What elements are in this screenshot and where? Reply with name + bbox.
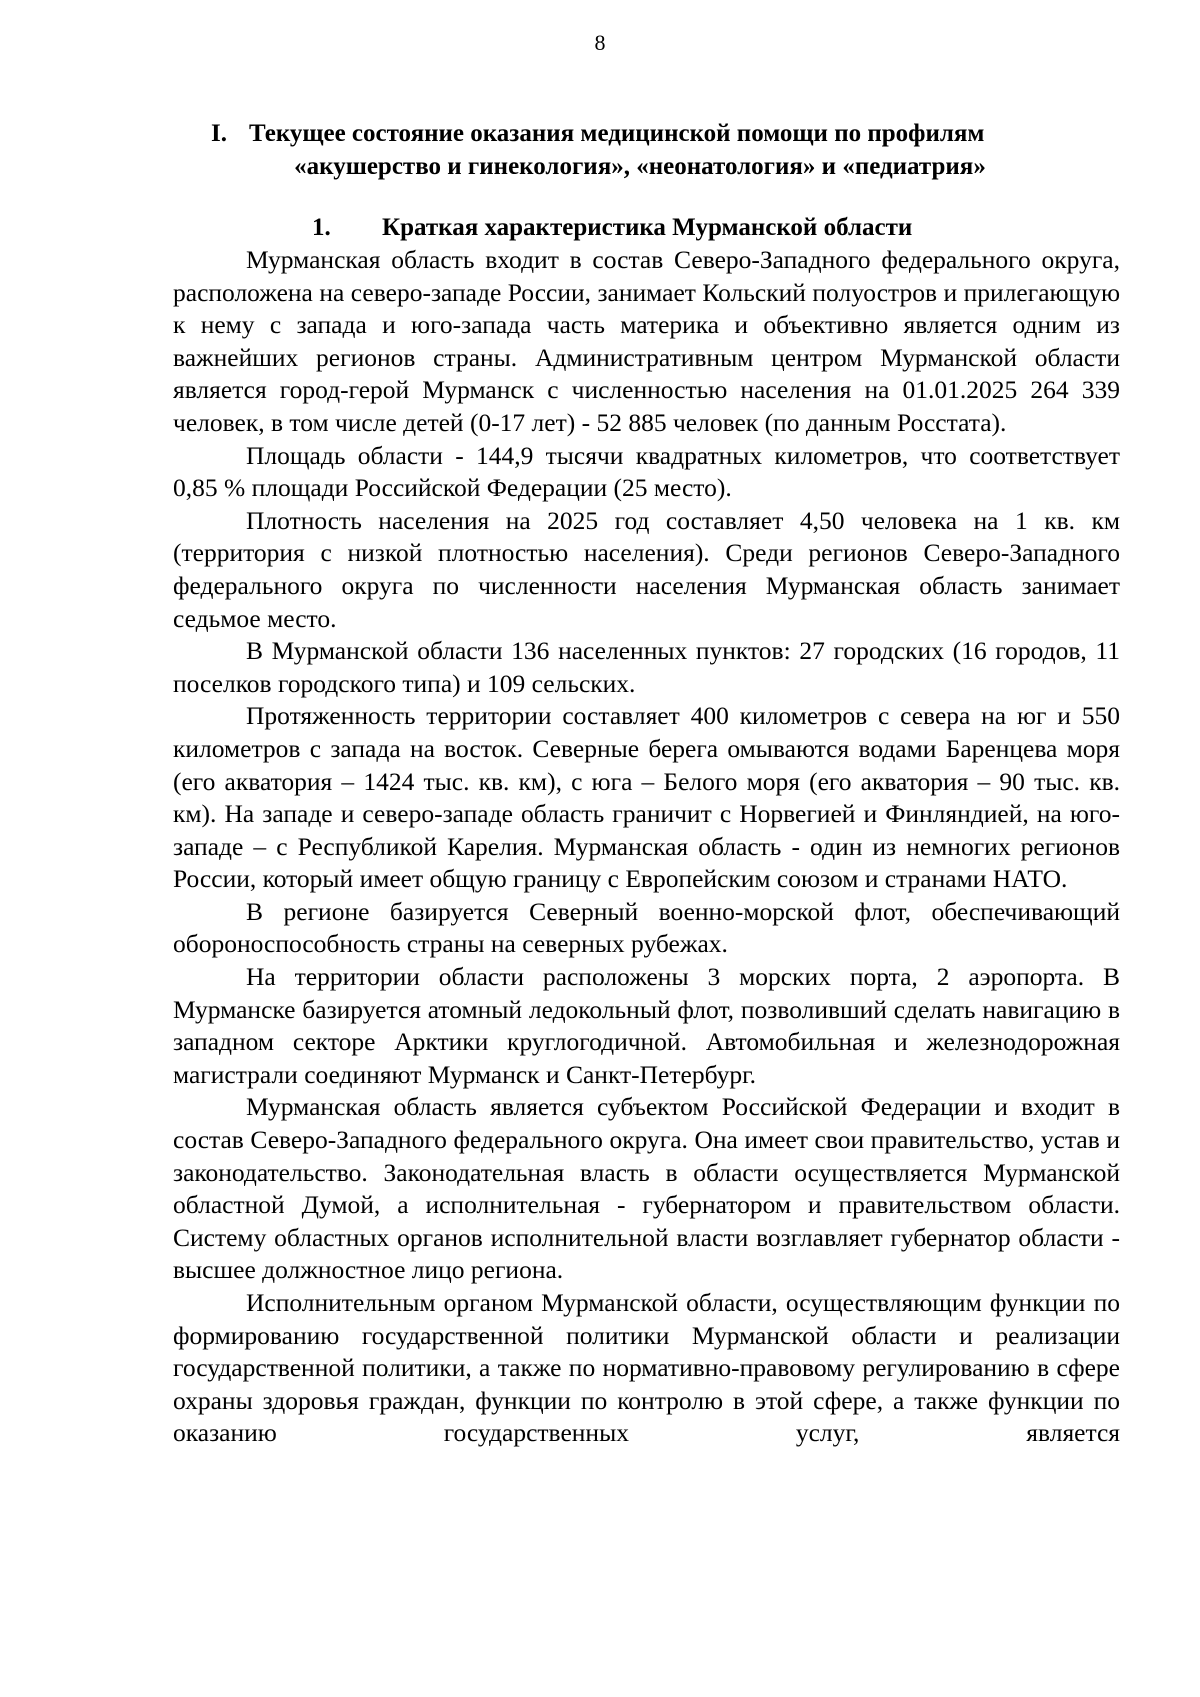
paragraph: Плотность населения на 2025 год составляет 4,50 человека на 1 кв. км (территория с низкой плотностью населения). Среди регионов Северо-Западного федерального округа по численности населения Мурманская область занимает седьмое место. <box>173 505 1120 633</box>
section-number: I. <box>211 120 227 147</box>
paragraph: На территории области расположены 3 морских порта, 2 аэропорта. В Мурманске базируется атомный ледокольный флот, позволивший сделать навигацию в западном секторе Арктики круглогодичной. Автомобильная и железнодорожная магистрали соединяют Мурманск и Санкт-Петербург. <box>173 962 1120 1089</box>
paragraph: В Мурманской области 136 населенных пунктов: 27 городских (16 городов, 11 поселков городского типа) и 109 сельских. <box>173 636 1120 698</box>
page-number: 8 <box>594 30 606 55</box>
subsection-heading <box>180 211 1120 244</box>
subsection-number: 1. <box>312 214 331 241</box>
body-text <box>173 244 1120 1450</box>
paragraph: Протяженность территории составляет 400 километров с севера на юг и 550 километров с запада на восток. Северные берега омываются водами Баренцева моря (его акватория – 1424 тыс. кв. км), с юга – Белого моря (его акватория – 90 тыс. кв. км). На западе и северо-западе область граничит с Норвегией и Финляндией, на юго-западе – с Республикой Карелия. Мурманская область - один из немногих регионов России, который имеет общую границу с Европейским союзом и странами НАТО. <box>173 701 1120 894</box>
paragraph: Площадь области - 144,9 тысячи квадратных километров, что соответствует 0,85 % площади Российской Федерации (25 место). <box>173 440 1120 503</box>
paragraph: Мурманская область является субъектом Российской Федерации и входит в состав Северо-Западного федерального округа. Она имеет свои правительство, устав и законодательство. Законодательная власть в области осуществляется Мурманской областной Думой, а исполнительная - губернатором и правительством области. Систему областных органов исполнительной власти возглавляет губернатор области - высшее должностное лицо региона. <box>173 1092 1120 1285</box>
subsection-title: Краткая характеристика Мурманской области <box>382 214 913 241</box>
paragraph: Исполнительным органом Мурманской области, осуществляющим функции по формированию государственной политики Мурманской области и реализации государственной политики, а также по нормативно-правовому регулированию в сфере охраны здоровья граждан, функции по контролю в этой сфере, а также функции по оказанию государственных услуг, является <box>173 1288 1120 1448</box>
section-title-line-1: Текущее состояние оказания медицинской помощи по профилям <box>249 120 985 147</box>
paragraph: В регионе базируется Северный военно-морской флот, обеспечивающий обороноспособность страны на северных рубежах. <box>173 896 1120 959</box>
section-title-line-2: «акушерство и гинекология», «неонатология» и «педиатрия» <box>294 153 986 180</box>
section-heading-line-1 <box>180 117 1120 150</box>
section-heading <box>180 117 1120 183</box>
paragraph: Мурманская область входит в состав Северо-Западного федерального округа, расположена на северо-западе России, занимает Кольский полуостров и прилегающую к нему с запада и юго-запада часть материка и объективно является одним из важнейших регионов страны. Административным центром Мурманской области является город-герой Мурманск с численностью населения на 01.01.2025 264 339 человек, в том числе детей (0-17 лет) - 52 885 человек (по данным Росстата). <box>173 245 1120 437</box>
